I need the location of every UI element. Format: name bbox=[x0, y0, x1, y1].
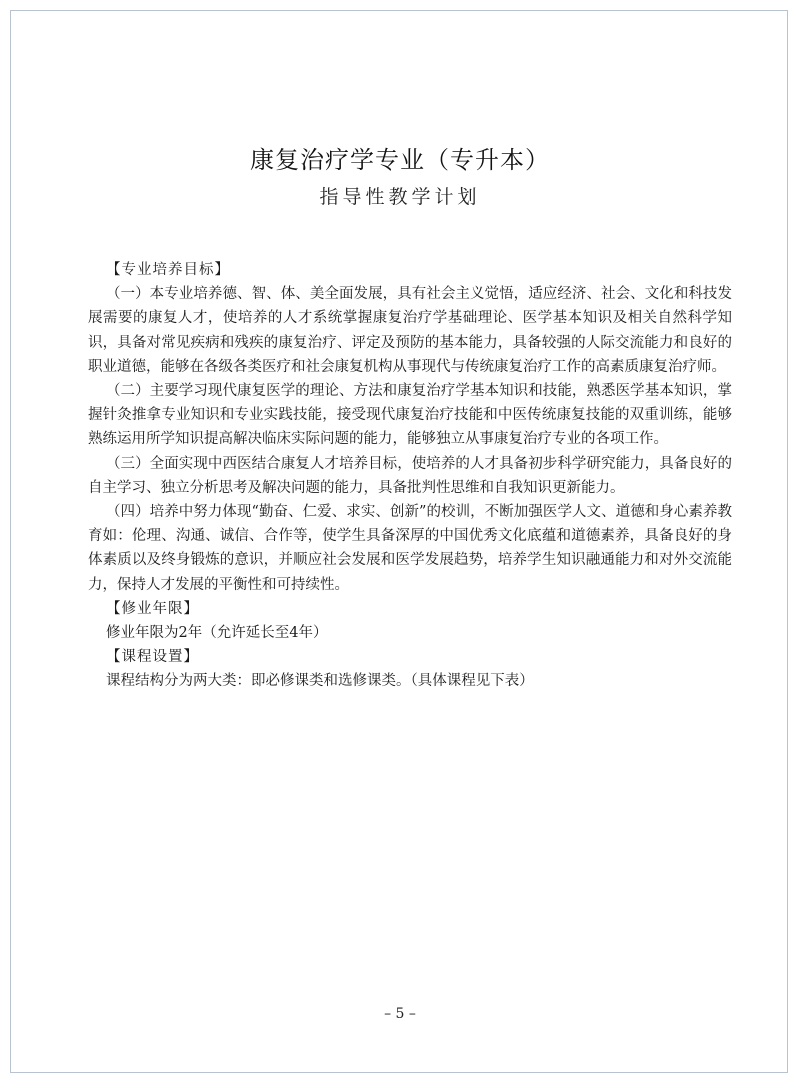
study-duration-text: 修业年限为2年（允许延长至4年） bbox=[106, 625, 328, 642]
section-heading-training-goals: 【专业培养目标】 bbox=[106, 262, 230, 278]
section-heading-study-duration: 【修业年限】 bbox=[106, 600, 199, 617]
curriculum-text: 课程结构分为两大类：即必修课类和选修课类。（具体课程见下表） bbox=[106, 673, 534, 690]
training-goal-paragraph-2: （二）主要学习现代康复医学的理论、方法和康复治疗学基本知识和技能，熟悉医学基本知识，掌握针灸推拿专业知识和专业实践技能，接受现代康复治疗技能和中医传统康复技能的双重训练，能够熟练运用所学知识提高解决临床实际问题的能力，能够独立从事康复治疗专业的各项工作。 bbox=[88, 383, 732, 448]
document-body bbox=[88, 258, 732, 694]
page-number: – 5 – bbox=[384, 1006, 416, 1022]
training-goal-paragraph-3: （三）全面实现中西医结合康复人才培养目标，使培养的人才具备初步科学研究能力，具备良好的自主学习、独立分析思考及解决问题的能力，具备批判性思维和自我知识更新能力。 bbox=[88, 455, 732, 496]
document-title: 康复治疗学专业（专升本） bbox=[250, 146, 550, 174]
training-goal-paragraph-4: （四）培养中努力体现“勤奋、仁爱、求实、创新”的校训，不断加强医学人文、道德和身心素养教育如：伦理、沟通、诚信、合作等，使学生具备深厚的中国优秀文化底蕴和道德素养，具备良好的身体素质以及终身锻炼的意识，并顺应社会发展和医学发展趋势，培养学生知识融通能力和对外交流能力，保持人才发展的平衡性和可持续性。 bbox=[88, 504, 732, 593]
section-heading-curriculum: 【课程设置】 bbox=[106, 649, 199, 666]
training-goal-paragraph-1: （一）本专业培养德、智、体、美全面发展，具有社会主义觉悟，适应经济、社会、文化和科技发展需要的康复人才，使培养的人才系统掌握康复治疗学基础理论、医学基本知识及相关自然科学知识，具备对常见疾病和残疾的康复治疗、评定及预防的基本能力，具备较强的人际交流能力和良好的职业道德，能够在各级各类医疗和社会康复机构从事现代与传统康复治疗工作的高素质康复治疗师。 bbox=[88, 286, 732, 375]
document-subtitle: 指导性教学计划 bbox=[319, 186, 481, 208]
